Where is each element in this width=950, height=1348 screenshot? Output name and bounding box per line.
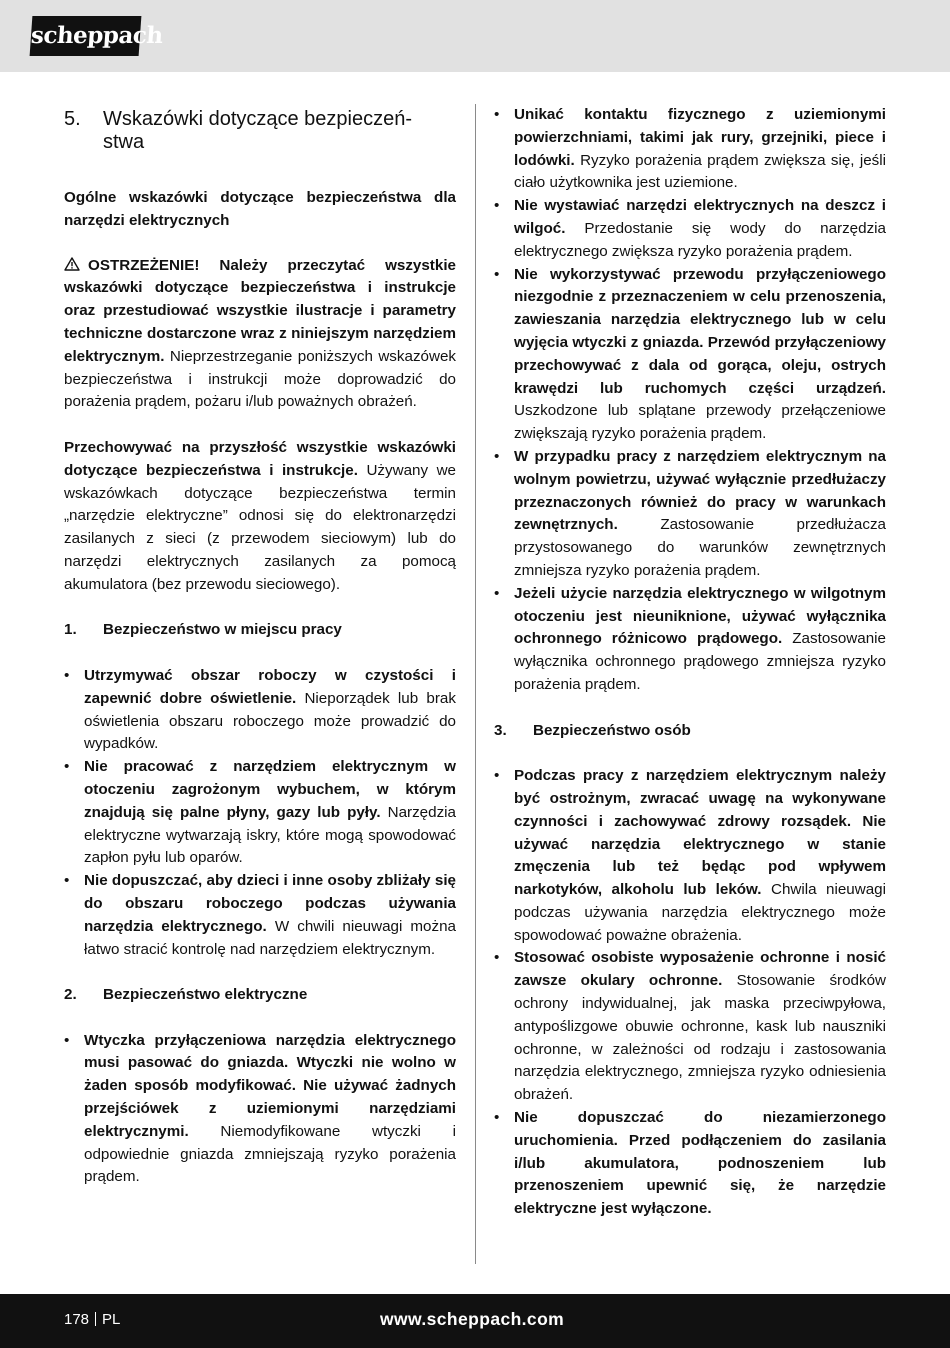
website-url: www.scheppach.com — [380, 1309, 565, 1329]
list-item: • Nie wykorzystywać przewodu przyłączeniowego niezgodnie z przeznaczeniem w celu przenoszenia, zawieszania narzędzia elektrycznego lub w celu wyjęcia wtyczki z gniazda. Przewód przyłączeniowy przechowywać z dala od gorąca, oleju, ostrych krawędzi lub ruchomych części urządzeń. Uszkodzone lub splątane przewody przełączeniowe zwiększają ryzyko porażenia prądem. — [494, 265, 886, 443]
list-item: • W przypadku pracy z narzędziem elektrycznym na wolnym powietrzu, używać wyłącznie przedłużaczy przeznaczonych również do pracy w warunkach zewnętrznych. Zastosowanie przedłużacza przystosowanego do warunków zewnętrznych zmniejsza ryzyko porażenia prądem. — [494, 447, 886, 579]
keep-paragraph — [64, 437, 456, 597]
list-item: • Jeżeli użycie narzędzia elektrycznego w wilgotnym otoczeniu jest nieuniknione, używać wyłącznika ochronnego różnicowo prądowego. Zastosowanie wyłącznika ochronnego prądowego zmniejsza ryzyko porażenia prądem. — [494, 584, 886, 693]
list-item: • Nie dopuszczać, aby dzieci i inne osoby zbliżały się do obszaru roboczego podczas używania narzędzia elektrycznego. W chwili nieuwagi można łatwo stracić kontrolę nad narzędziem elektrycznym. — [64, 872, 456, 958]
list-item: • Stosować osobiste wyposażenie ochronne i nosić zawsze okulary ochronne. Stosowanie środków ochrony indywidualnej, jak maska przeciwpyłowa, antypoślizgowe obuwie ochronne, kask lub nauszniki ochronne, w zależności od rodzaju i zastosowania narzędzia elektrycznego, zmniejsza ryzyko odniesienia obrażeń. — [494, 949, 886, 1104]
left-column — [64, 104, 456, 1189]
keep-text: Używany we wskazówkach dotyczące bezpieczeństwa termin „narzędzie elektryczne” odnosi się do elektronarzędzi zasilanych z sieci (z przewodem sieciowym) lub do narzędzi elektrycznych zasilanych za pomocą akumulatora (bez przewodu sieciowego). — [64, 461, 456, 593]
workplace-list — [64, 665, 456, 961]
header-band — [0, 0, 950, 72]
electrical-list-part-2 — [494, 104, 886, 697]
list-item: • Nie wystawiać narzędzi elektrycznych na deszcz i wilgoć. Przedostanie się wody do narzędzia elektrycznego zwiększa ryzyko porażenia prądem. — [494, 197, 886, 260]
subsection-heading-workplace: 1. Bezpieczeństwo w miejscu pracy — [64, 621, 342, 639]
warning-triangle-icon — [64, 257, 80, 271]
warning-label: OSTRZEŻENIE! — [88, 256, 200, 274]
list-item: • Nie dopuszczać do niezamierzonego uruchomienia. Przed podłączeniem do zasilania i/lub akumulatora, podnoszeniem lub przenoszeniem upewnić się, że narzędzie elektryczne jest wyłączone. — [494, 1109, 886, 1218]
subsection-heading-electrical: 2. Bezpieczeństwo elektryczne — [64, 986, 308, 1004]
keep-bold: Przechowywać na przyszłość wszystkie wskazówki dotyczące bezpieczeństwa i instrukcje. — [64, 438, 456, 479]
page-info-separator — [95, 1312, 96, 1326]
warning-text: Nieprzestrzeganie poniższych wskazówek bezpieczeństwa i instrukcji może doprowadzić do porażenia prądem, pożaru i/lub poważnych obrażeń. — [64, 347, 456, 411]
list-item: • Podczas pracy z narzędziem elektrycznym należy być ostrożnym, zwracać uwagę na wykonywane czynności i zachowywać zdrowy rozsądek. Nie używać narzędzia elektrycznego w stanie zmęczenia lub też będąc pod wpływem narkotyków, alkoholu lub leków. Chwila nieuwagi podczas używania narzędzia elektrycznego może spowodować poważne obrażenia. — [494, 767, 886, 944]
list-item: • Unikać kontaktu fizycznego z uziemionymi powierzchniami, takimi jak rury, grzejniki, piece i lodówki. Ryzyko porażenia prądem zwiększa się, jeśli ciało użytkownika jest uziemione. — [494, 106, 886, 192]
subsection-heading-personal: 3. Bezpieczeństwo osób — [494, 721, 691, 739]
list-item: • Utrzymywać obszar roboczy w czystości i zapewnić dobre oświetlenie. Nieporządek lub brak oświetlenia obszaru roboczego może prowadzić do wypadków. — [64, 666, 456, 753]
brand-logo: scheppach — [30, 16, 142, 56]
column-divider — [475, 104, 476, 1264]
section-number: 5. — [64, 108, 81, 130]
section-title-text: Wskazówki dotyczące bezpieczeń-stwa — [103, 108, 413, 153]
right-column — [494, 104, 886, 1221]
warning-bold: Należy przeczytać wszystkie wskazówki dotyczące bezpieczeństwa i instrukcje oraz przestudiować wszystkie ilustracje i parametry techniczne dostarczone wraz z niniejszym narzędziem elektrycznym. — [64, 256, 456, 365]
list-item: • Nie pracować z narzędziem elektrycznym w otoczeniu zagrożonym wybuchem, w którym znajdują się palne płyny, gazy lub pyły. Narzędzia elektryczne wytwarzają iskry, które mogą spowodować zapłon pyłu lub oparów. — [64, 758, 456, 867]
personal-list — [494, 765, 886, 1221]
general-heading: Ogólne wskazówki dotyczące bezpieczeństwa dla narzędzi elektrycznych — [64, 189, 456, 229]
page-language: PL — [102, 1311, 121, 1328]
electrical-list-part-1 — [64, 1030, 456, 1190]
page-info — [64, 1309, 120, 1331]
warning-paragraph — [64, 255, 456, 415]
footer-band — [0, 1294, 950, 1348]
list-item: • Wtyczka przyłączeniowa narzędzia elektrycznego musi pasować do gniazda. Wtyczki nie wolno w żaden sposób modyfikować. Nie używać żadnych przejściówek z uziemionymi narzędziami elektrycznymi. Niemodyfikowane wtyczki i odpowiednie gniazda zmniejszają ryzyko porażenia prądem. — [64, 1031, 456, 1186]
page-number: 178 — [64, 1311, 90, 1328]
section-title — [64, 104, 456, 154]
